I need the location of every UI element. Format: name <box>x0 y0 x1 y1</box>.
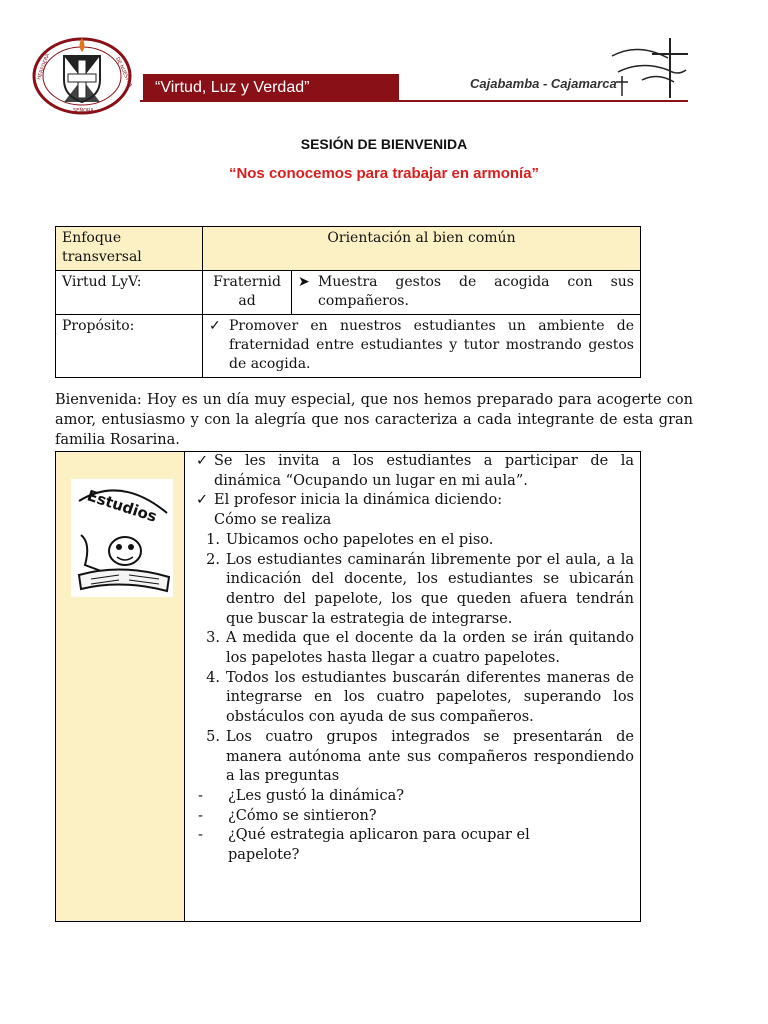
virtue-description: Muestra gestos de acogida con sus compañeros. <box>318 274 634 309</box>
list-item <box>196 807 634 827</box>
step-number: 4. <box>206 669 220 686</box>
session-info-table <box>55 226 641 378</box>
step-number: 1. <box>206 531 220 548</box>
table-row <box>56 227 641 271</box>
dash-bullet: - <box>198 827 203 844</box>
step-number: 5. <box>206 728 220 745</box>
cross-cutting-value: Orientación al bien común <box>203 227 641 271</box>
virtue-value: Fraternidad <box>203 271 292 315</box>
cross-wind-emblem <box>608 36 690 100</box>
welcome-paragraph: Bienvenida: Hoy es un día muy especial, que nos hemos preparado para acogerte con amor, entusiasmo y con la alegría que nos caracteriza a cada integrante de esta gran familia Rosarina. <box>55 392 693 448</box>
list-item <box>196 728 634 787</box>
question-text: ¿Les gustó la dinámica? <box>228 787 404 804</box>
step-text: Los estudiantes caminarán libremente por el aula, a la indicación del docente, los estudiantes se ubicarán dentro del papelote, los que queden afuera tendrán que buscar la estrategia de integrarse. <box>226 551 634 627</box>
header-rule <box>140 100 688 102</box>
intro-teacher-text: El profesor inicia la dinámica diciendo: <box>214 492 503 509</box>
virtue-description-cell <box>292 271 641 315</box>
student-cartoon-image <box>71 479 173 597</box>
activity-table <box>55 451 641 922</box>
purpose-label: Propósito: <box>56 315 203 378</box>
svg-text:DE NUESTRA: DE NUESTRA <box>114 56 134 88</box>
check-icon: ✓ <box>196 492 209 509</box>
location-text: Cajabamba - Cajamarca <box>470 76 617 91</box>
dash-bullet: - <box>198 787 203 804</box>
dash-bullet: - <box>198 807 203 824</box>
list-item <box>196 826 634 865</box>
question-text: ¿Qué estrategia aplicaron para ocupar el papelote? <box>228 827 530 864</box>
check-icon: ✓ <box>196 453 209 469</box>
page-title: SESIÓN DE BIENVENIDA <box>300 136 468 152</box>
table-row <box>56 271 641 315</box>
table-row <box>56 315 641 378</box>
step-text: A medida que el docente da la orden se irán quitando los papelotes hasta llegar a cuatro papelotes. <box>226 630 634 667</box>
cross-cutting-label: Enfoque transversal <box>56 227 203 271</box>
step-text: Todos los estudiantes buscarán diferentes maneras de integrarse en los cuatro papelotes, superando los obstáculos con ayuda de sus compañeros. <box>226 669 634 726</box>
intro-invite-text: Se les invita a los estudiantes a participar de la dinámica “Ocupando un lugar en mi aula”. <box>214 453 634 489</box>
activity-instructions <box>196 452 634 866</box>
svg-text:HEREDERA: HEREDERA <box>36 53 52 81</box>
how-heading: Cómo se realiza <box>214 512 332 529</box>
page-subtitle: “Nos conocemos para trabajar en armonía” <box>228 165 540 182</box>
list-item <box>196 629 634 668</box>
motto-text: “Virtud, Luz y Verdad” <box>155 78 310 96</box>
question-text: ¿Cómo se sintieron? <box>228 807 377 824</box>
step-text: Los cuatro grupos integrados se presentarán de manera autónoma ante sus compañeros respondiendo a las preguntas <box>226 728 634 785</box>
arrow-bullet-icon: ➤ <box>298 274 310 290</box>
svg-text:Estudios: Estudios <box>84 486 160 526</box>
step-number: 3. <box>206 630 220 647</box>
list-item <box>196 531 634 551</box>
list-item <box>196 491 634 511</box>
list-item <box>196 787 634 807</box>
motto-banner <box>143 74 399 101</box>
activity-image-cell <box>56 452 185 921</box>
list-item <box>196 669 634 728</box>
svg-text:SEÑORA: SEÑORA <box>73 108 94 114</box>
list-item <box>196 452 634 491</box>
list-item <box>196 551 634 630</box>
purpose-cell <box>203 315 641 378</box>
step-text: Ubicamos ocho papelotes en el piso. <box>226 531 494 548</box>
step-number: 2. <box>206 551 220 568</box>
virtue-label: Virtud LyV: <box>56 271 203 315</box>
check-icon: ✓ <box>209 318 221 334</box>
school-crest-logo <box>30 36 134 116</box>
purpose-text: Promover en nuestros estudiantes un ambiente de fraternidad entre estudiantes y tutor mostrando gestos de acogida. <box>229 318 634 372</box>
